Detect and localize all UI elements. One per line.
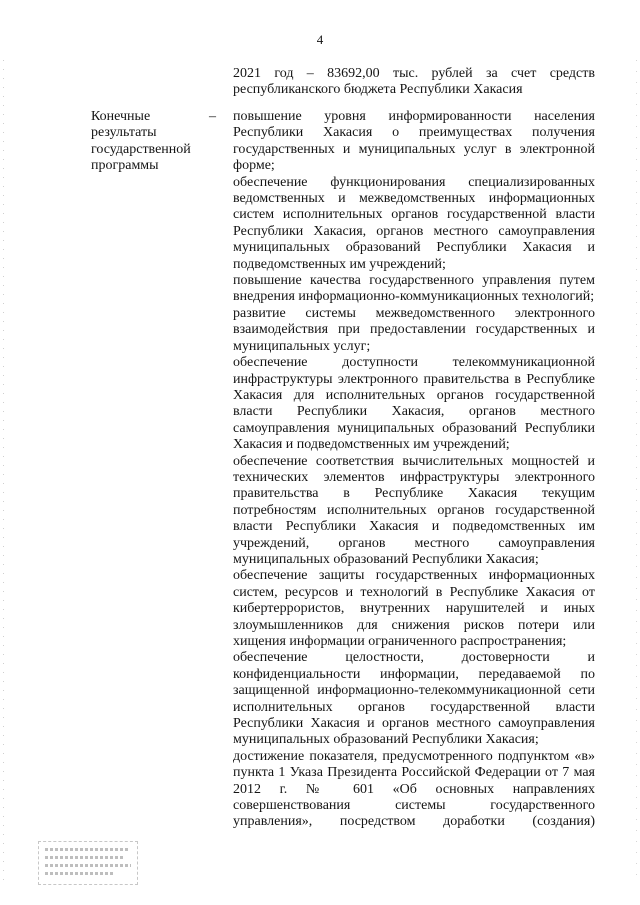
- page-number: 4: [316, 32, 324, 47]
- result-paragraph: развитие системы межведомственного электронного взаимодействия при предоставлении государственных и муниципальных услуг;: [233, 305, 595, 354]
- section-label-line: программы: [91, 158, 159, 174]
- result-paragraph: обеспечение доступности телекоммуникационной инфраструктуры электронного правительства в Республике Хакасия для исполнительных органов государственной власти Республики Хакасия, органов местного самоуправления муниципальных образований Республики Хакасия и подведомственных им учреждений;: [233, 355, 595, 453]
- result-paragraph: обеспечение защиты государственных информационных систем, ресурсов и технологий в Республике Хакасия от кибертеррористов, внутренних нарушителей и иных злоумышленников для снижения рисков потери или хищения информации ограниченного распространения;: [233, 568, 595, 649]
- scan-edge-right: [636, 60, 637, 880]
- result-paragraph: обеспечение соответствия вычислительных мощностей и технических элементов инфраструктуры электронного правительства в Республике Хакасия текущим потребностям исполнительных органов государственной власти Республики Хакасия и подведомственных им учреждений, органов местного самоуправления муниципальных образований Республики Хакасия;: [233, 453, 595, 567]
- section-dash: –: [209, 109, 216, 124]
- section-label: [91, 109, 209, 175]
- section-label-line: результаты: [91, 125, 157, 141]
- intro-paragraph: 2021 год – 83692,00 тыс. рублей за счет средств республиканского бюджета Республики Хакасия: [233, 66, 595, 98]
- section-label-line: Конечные: [91, 109, 151, 124]
- result-paragraph: достижение показателя, предусмотренного подпунктом «в» пункта 1 Указа Президента Российской Федерации от 7 мая 2012 г. № 601 «Об основных направлениях совершенствования системы государственного управления», посредством доработки (создания): [233, 748, 595, 830]
- section-label-line: государственной: [91, 141, 191, 157]
- section-content: [233, 109, 595, 831]
- result-paragraph: повышение качества государственного управления путем внедрения информационно-коммуникационных технологий;: [233, 273, 595, 305]
- scan-edge-left: [3, 60, 4, 880]
- result-paragraph: обеспечение функционирования специализированных ведомственных и межведомственных информационных систем исполнительных органов государственной власти Республики Хакасия, органов местного самоуправления муниципальных образований Республики Хакасия и подведомственных им учреждений;: [233, 174, 595, 272]
- result-paragraph: обеспечение целостности, достоверности и конфиденциальности информации, передаваемой по защищенной информационно-телекоммуникационной сети исполнительных органов государственной власти Республики Хакасия и органов местного самоуправления муниципальных образований Республики Хакасия;: [233, 650, 595, 748]
- result-paragraph: повышение уровня информированности населения Республики Хакасия о преимуществах получения государственных и муниципальных услуг в электронной форме;: [233, 109, 595, 174]
- faded-stamp: [38, 841, 138, 885]
